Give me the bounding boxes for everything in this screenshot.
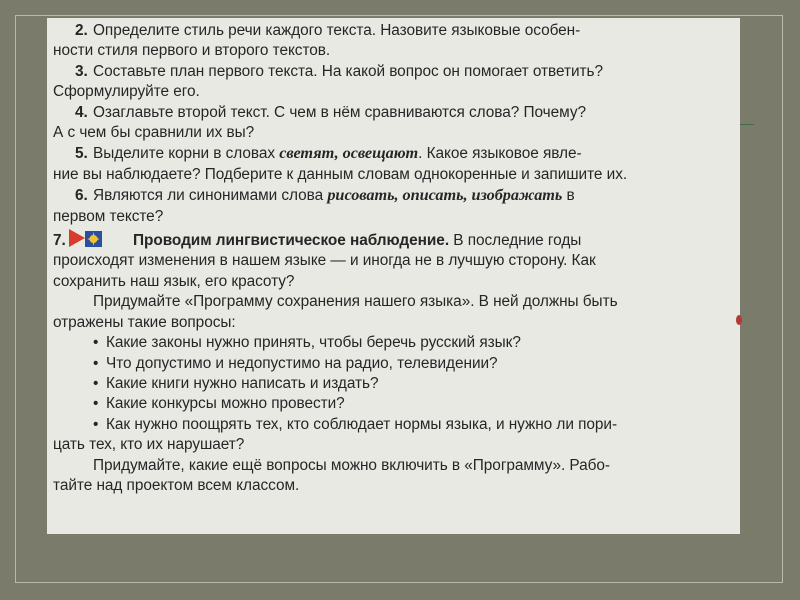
highlighted-words: рисовать, описать, изображать (327, 185, 563, 205)
highlighted-words: светят, освещают (279, 143, 419, 163)
list-item-text: Как нужно поощрять тех, кто соблюдает нормы языка, и нужно ли пори- (106, 415, 618, 433)
list-item (53, 415, 736, 435)
task-text: А с чем бы сравнили их вы? (53, 124, 255, 142)
task-text: в (562, 187, 575, 205)
task-text: Сформулируйте его. (53, 83, 200, 101)
task-text: ние вы наблюдаете? Подберите к данным словам однокоренные и запишите их. (53, 165, 628, 183)
task-3-line-1 (53, 62, 736, 82)
task-2-line-1 (53, 21, 736, 41)
divider (740, 124, 754, 125)
prompt-text: Придумайте «Программу сохранения нашего языка». В ней должны быть (93, 293, 618, 311)
bullet-icon: • (93, 354, 99, 372)
task-6-line-2 (53, 207, 736, 227)
list-item-text: Что допустимо и недопустимо на радио, телевидении? (106, 354, 498, 372)
task-number: 6. (75, 187, 88, 205)
task-7-line-1 (53, 227, 736, 251)
task-text: Являются ли синонимами слова (93, 187, 328, 205)
list-item (53, 354, 736, 374)
task-7-line-3 (53, 272, 736, 292)
task-6-line-1 (53, 185, 736, 206)
task-number: 4. (75, 103, 88, 121)
task-text: . Какое языковое явле- (418, 145, 582, 163)
closing-line-1 (53, 456, 736, 476)
task-number: 2. (75, 22, 88, 39)
flag-pencil-icon (68, 227, 104, 249)
task-number: 7. (53, 232, 66, 250)
closing-text: тайте над проектом всем классом. (53, 476, 300, 494)
prompt-line-1 (53, 292, 736, 312)
task-number: 5. (75, 145, 88, 163)
list-item (53, 394, 736, 414)
bullet-icon: • (93, 415, 99, 433)
task-text: первом тексте? (53, 207, 164, 225)
closing-text: Придумайте, какие ещё вопросы можно включить в «Программу». Рабо- (93, 456, 610, 474)
task-5-line-1 (53, 143, 736, 164)
closing-line-2 (53, 476, 736, 496)
list-item (53, 333, 736, 353)
textbook-page (47, 18, 740, 534)
list-item-text: Какие конкурсы можно провести? (106, 395, 345, 413)
list-item-continuation (53, 435, 736, 455)
task-text: Выделите корни в словах (93, 145, 280, 163)
prompt-line-2 (53, 313, 736, 333)
task-heading: Проводим лингвистическое наблюдение. (133, 232, 450, 250)
task-text: В последние годы (449, 232, 582, 250)
task-text: Озаглавьте второй текст. С чем в нём сравниваются слова? Почему? (93, 103, 587, 121)
task-number: 3. (75, 62, 88, 80)
task-7-label (53, 227, 133, 251)
page-edge-mark (736, 315, 742, 325)
bullet-icon: • (93, 334, 99, 352)
task-5-line-2 (53, 165, 736, 185)
list-item-text: Какие книги нужно написать и издать? (106, 374, 379, 392)
task-text: Определите стиль речи каждого текста. Назовите языковые особен- (93, 22, 581, 39)
bullet-icon: • (93, 374, 99, 392)
task-2-line-2 (53, 41, 736, 61)
list-item-text: цать тех, кто их нарушает? (53, 436, 245, 454)
list-item-text: Какие законы нужно принять, чтобы беречь русский язык? (106, 334, 521, 352)
task-text: сохранить наш язык, его красоту? (53, 272, 295, 290)
task-4-line-1 (53, 103, 736, 123)
task-text: ности стиля первого и второго текстов. (53, 42, 331, 60)
task-4-line-2 (53, 123, 736, 143)
task-7-line-2 (53, 251, 736, 271)
prompt-text: отражены такие вопросы: (53, 313, 236, 331)
task-3-line-2 (53, 82, 736, 102)
task-text: Составьте план первого текста. На какой вопрос он помогает ответить? (93, 62, 603, 80)
bullet-icon: • (93, 395, 99, 413)
list-item (53, 374, 736, 394)
task-text: происходят изменения в нашем языке — и иногда не в лучшую сторону. Как (53, 252, 596, 270)
